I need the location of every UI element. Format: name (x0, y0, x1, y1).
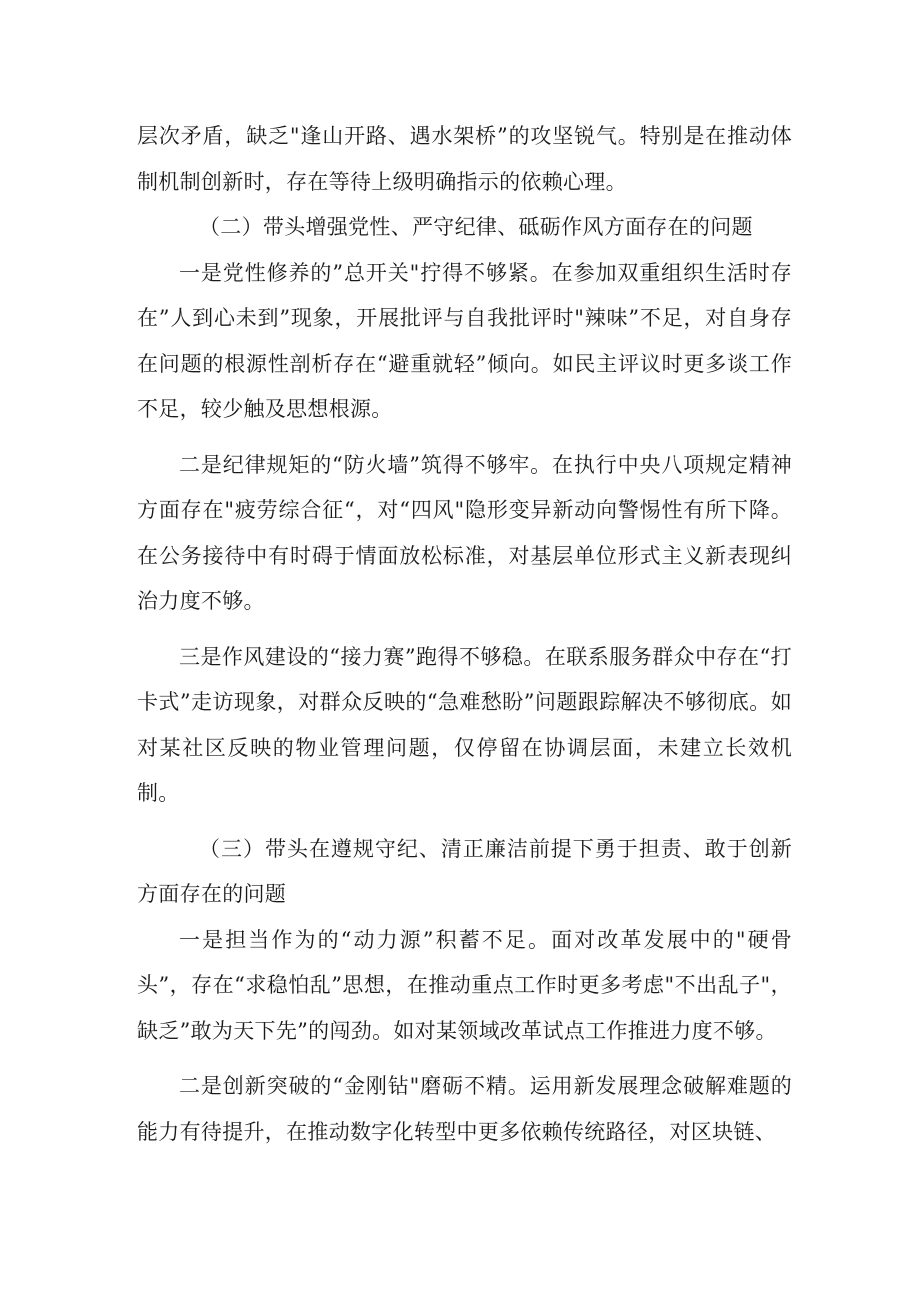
section-heading-three: （三）带头在遵规守纪、清正廉洁前提下勇于担责、敢于创新方面存在的问题 (137, 836, 792, 906)
paragraph-discipline: 二是纪律规矩的“防火墙”筑得不够牢。在执行中央八项规定精神方面存在"疲劳综合征“，对“四风"隐形变异新动向警惕性有所下降。在公务接待中有时碍于情面放松标准，对基层单位形式主义新表现纠治力度不够。 (137, 452, 792, 613)
paragraph-responsibility: 一是担当作为的“动力源”积蓄不足。面对改革发展中的"硬骨头”，存在“求稳怕乱”思想，在推动重点工作时更多考虑"不出乱子"，缺乏”敢为天下先”的闯劲。如对某领域改革试点工作推进力度不够。 (137, 927, 792, 1043)
document-body (137, 114, 792, 1155)
paragraph-work-style: 三是作风建设的“接力赛”跑得不够稳。在联系服务群众中存在“打卡式”走访现象，对群众反映的“急难愁盼”问题跟踪解决不够彻底。如对某社区反映的物业管理问题，仅停留在协调层面，未建立长效机制。 (137, 644, 792, 805)
paragraph-party-spirit: 一是党性修养的”总开关"拧得不够紧。在参加双重组织生活时存在”人到心未到”现象，开展批评与自我批评时"辣味”不足，对自身存在问题的根源性剖析存在“避重就轻”倾向。如民主评议时更多谈工作不足，较少触及思想根源。 (137, 260, 792, 421)
paragraph-continuation: 层次矛盾，缺乏"逢山开路、遇水架桥”的攻坚锐气。特别是在推动体制机制创新时，存在等待上级明确指示的依赖心理。 (137, 124, 792, 194)
section-heading-two: （二）带头增强党性、严守纪律、砥砺作风方面存在的问题 (199, 215, 753, 239)
paragraph-innovation: 二是创新突破的“金刚钻"磨砺不精。运用新发展理念破解难题的能力有待提升，在推动数字化转型中更多依赖传统路径，对区块链、 (137, 1074, 792, 1144)
